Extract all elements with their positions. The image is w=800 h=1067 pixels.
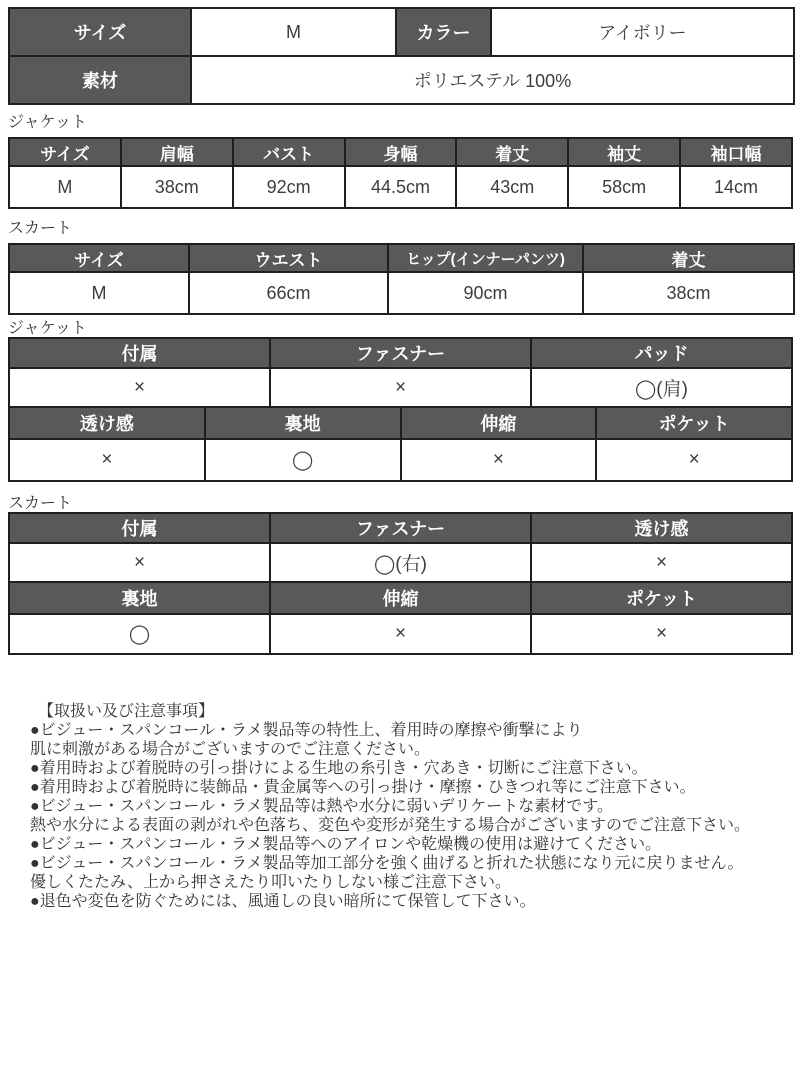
care-note-line: 肌に刺激がある場合がございますのでご注意ください。 [30, 741, 431, 758]
header-cell: ファスナー [270, 338, 531, 368]
jacket-features-tables [0, 337, 800, 482]
header-cell: 袖口幅 [680, 138, 792, 166]
value-cell: ◯(右) [270, 543, 531, 582]
value-cell: × [531, 614, 792, 654]
value-cell: × [9, 439, 205, 481]
value-cell: 92cm [233, 166, 345, 208]
jacket-size-table [8, 137, 793, 209]
skirt-size-table [8, 243, 795, 315]
material-value-cell: ポリエステル 100% [191, 56, 794, 104]
value-cell: × [270, 614, 531, 654]
header-cell: パッド [531, 338, 792, 368]
header-cell: 伸縮 [401, 407, 597, 439]
size-header-cell: サイズ [9, 8, 191, 56]
skirt-features-table-1 [8, 512, 793, 583]
material-header-cell: 素材 [9, 56, 191, 104]
header-cell: ヒップ(インナーパンツ) [388, 244, 583, 272]
care-notes-title: 【取扱い及び注意事項】 [38, 703, 215, 720]
header-cell: バスト [233, 138, 345, 166]
header-cell: 付属 [9, 513, 270, 543]
section-label-skirt-size: スカート [8, 220, 73, 237]
header-cell: ポケット [596, 407, 792, 439]
value-cell: 66cm [189, 272, 388, 314]
header-cell: 裏地 [9, 582, 270, 614]
jacket-features-table-2 [8, 406, 793, 482]
care-note-line: ●ビジュー・スパンコール・ラメ製品等へのアイロンや乾燥機の使用は避けてください。 [30, 836, 662, 853]
value-cell: × [401, 439, 597, 481]
jacket-features-table-1 [8, 337, 793, 408]
color-value-cell: アイボリー [491, 8, 794, 56]
header-cell: 裏地 [205, 407, 401, 439]
value-cell: ◯ [9, 614, 270, 654]
value-cell: 14cm [680, 166, 792, 208]
header-cell: 伸縮 [270, 582, 531, 614]
value-cell: ◯(肩) [531, 368, 792, 407]
care-note-line: 熱や水分による表面の剥がれや色落ち、変色や変形が発生する場合がございますのでご注意下さい。 [30, 817, 751, 834]
size-value-cell: M [191, 8, 396, 56]
care-note-line: ●着用時および着脱時に装飾品・貴金属等への引っ掛け・摩擦・ひきつれ等にご注意下さい。 [30, 779, 696, 796]
header-cell: 付属 [9, 338, 270, 368]
header-cell: 着丈 [456, 138, 568, 166]
value-cell: 44.5cm [345, 166, 457, 208]
value-cell: × [596, 439, 792, 481]
section-label-jacket-size: ジャケット [8, 114, 87, 131]
header-cell: 袖丈 [568, 138, 680, 166]
header-cell: サイズ [9, 138, 121, 166]
value-cell: 43cm [456, 166, 568, 208]
care-note-line: ●ビジュー・スパンコール・ラメ製品等は熱や水分に弱いデリケートな素材です。 [30, 798, 613, 815]
section-label-jacket-features: ジャケット [8, 320, 87, 337]
care-note-line: ●着用時および着脱時の引っ掛けによる生地の糸引き・穴あき・切断にご注意下さい。 [30, 760, 648, 777]
value-cell: 38cm [583, 272, 794, 314]
value-cell: 58cm [568, 166, 680, 208]
value-cell: × [9, 368, 270, 407]
value-cell: M [9, 272, 189, 314]
header-cell: ウエスト [189, 244, 388, 272]
value-cell: ◯ [205, 439, 401, 481]
care-notes [30, 702, 796, 911]
value-cell: × [270, 368, 531, 407]
color-header-cell: カラー [396, 8, 491, 56]
care-note-line: 優しくたたみ、上から押さえたり叩いたりしない様ご注意下さい。 [30, 874, 511, 891]
value-cell: 90cm [388, 272, 583, 314]
care-note-line: ●ビジュー・スパンコール・ラメ製品等の特性上、着用時の摩擦や衝撃により [30, 722, 583, 739]
value-cell: M [9, 166, 121, 208]
header-cell: サイズ [9, 244, 189, 272]
header-cell: 透け感 [9, 407, 205, 439]
care-note-line: ●ビジュー・スパンコール・ラメ製品等加工部分を強く曲げると折れた状態になり元に戻りません。 [30, 855, 744, 872]
header-cell: 透け感 [531, 513, 792, 543]
section-label-skirt-features: スカート [8, 495, 73, 512]
value-cell: 38cm [121, 166, 233, 208]
product-info-table [8, 7, 795, 105]
skirt-features-tables [0, 512, 800, 655]
header-cell: 肩幅 [121, 138, 233, 166]
header-cell: 着丈 [583, 244, 794, 272]
header-cell: ファスナー [270, 513, 531, 543]
value-cell: × [9, 543, 270, 582]
value-cell: × [531, 543, 792, 582]
skirt-features-table-2 [8, 581, 793, 655]
header-cell: ポケット [531, 582, 792, 614]
header-cell: 身幅 [345, 138, 457, 166]
care-note-line: ●退色や変色を防ぐためには、風通しの良い暗所にて保管して下さい。 [30, 893, 536, 910]
